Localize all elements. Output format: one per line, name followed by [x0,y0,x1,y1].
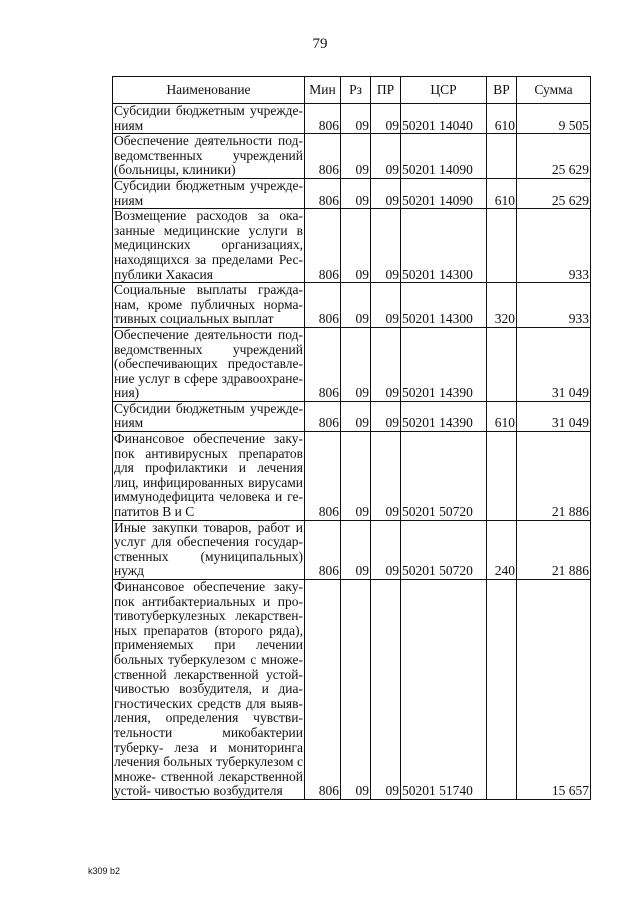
table-row [113,209,591,283]
row-csr: 50201 51740 [401,580,487,800]
row-name: Возмещение расходов за ока- занные медицинские услуги в медицинских организациях, находящихся за пределами Рес- публики Хакасия [114,208,303,282]
row-min: 806 [305,134,341,179]
header-vr: ВР [487,77,517,104]
row-rz: 09 [341,283,371,328]
row-name: Финансовое обеспечение заку- пок антибактериальных и про- тивотуберкулезных лекарствен- ных препаратов (второго ряда), применяемых при лечении больных туберкулезом с множе- ственной лекарственной устой- чивостью возбудителя, и диа- гностических средств для выяв- ления, определения чувстви- тельности микобактерии туберку- леза и мониторинга лечения больных туберкулезом с множе- ственной лекарственной устой- чивостью возбудителя [114,579,303,799]
row-vr: 610 [487,178,517,208]
row-csr: 50201 50720 [401,432,487,521]
budget-table [112,76,591,800]
row-name: Субсидии бюджетным учрежде- ниям [114,178,303,208]
row-min: 806 [305,520,341,579]
row-rz: 09 [341,178,371,208]
row-rz: 09 [341,580,371,800]
row-sum: 933 [517,283,591,328]
row-pr: 09 [371,580,401,800]
row-vr: 610 [487,401,517,431]
row-min: 806 [305,401,341,431]
row-name: Субсидии бюджетным учрежде- ниям [114,103,303,133]
table-row [113,283,591,328]
header-sum: Сумма [517,77,591,104]
row-pr: 09 [371,283,401,328]
row-sum: 9 505 [517,104,591,134]
row-sum: 31 049 [517,327,591,401]
page-number: 79 [312,36,328,52]
row-pr: 09 [371,401,401,431]
row-vr [487,327,517,401]
row-pr: 09 [371,134,401,179]
row-rz: 09 [341,520,371,579]
row-csr: 50201 50720 [401,520,487,579]
row-name: Социальные выплаты гражда- нам, кроме публичных норма- тивных социальных выплат [114,282,303,327]
row-csr: 50201 14300 [401,209,487,283]
header-csr: ЦСР [401,77,487,104]
row-name: Иные закупки товаров, работ и услуг для обеспечения государ- ственных (муниципальных) нужд [114,520,303,579]
header-min: Мин [305,77,341,104]
row-vr: 320 [487,283,517,328]
row-min: 806 [305,209,341,283]
header-name: Наименование [113,77,305,104]
table-row [113,104,591,134]
row-sum: 21 886 [517,432,591,521]
row-pr: 09 [371,520,401,579]
row-min: 806 [305,327,341,401]
row-sum: 25 629 [517,178,591,208]
row-min: 806 [305,580,341,800]
row-csr: 50201 14090 [401,134,487,179]
table-row [113,520,591,579]
row-vr: 610 [487,104,517,134]
table-row [113,401,591,431]
row-rz: 09 [341,104,371,134]
row-vr [487,432,517,521]
row-pr: 09 [371,432,401,521]
row-min: 806 [305,432,341,521]
row-vr: 240 [487,520,517,579]
row-name: Обеспечение деятельности под- ведомственных учреждений (обеспечивающих предоставле- ние услуг в сфере здравоохране- ния) [114,327,303,401]
table-row [113,134,591,179]
header-pr: ПР [371,77,401,104]
row-pr: 09 [371,178,401,208]
row-min: 806 [305,104,341,134]
table-row [113,178,591,208]
row-name: Субсидии бюджетным учрежде- ниям [114,401,303,431]
row-rz: 09 [341,327,371,401]
row-csr: 50201 14040 [401,104,487,134]
row-rz: 09 [341,134,371,179]
row-sum: 31 049 [517,401,591,431]
table-row [113,580,591,800]
row-rz: 09 [341,401,371,431]
row-vr [487,580,517,800]
row-rz: 09 [341,209,371,283]
row-sum: 933 [517,209,591,283]
row-pr: 09 [371,209,401,283]
row-vr [487,134,517,179]
row-min: 806 [305,283,341,328]
row-min: 806 [305,178,341,208]
footer-code: k309 b2 [88,866,121,876]
row-name: Обеспечение деятельности под- ведомственных учреждений (больницы, клиники) [114,133,303,178]
table-row [113,327,591,401]
row-sum: 15 657 [517,580,591,800]
row-name: Финансовое обеспечение заку- пок антивирусных препаратов для профилактики и лечения лиц, инфицированных вирусами иммунодефицита человека и ге- патитов В и С [114,431,303,520]
row-csr: 50201 14390 [401,327,487,401]
table-row [113,432,591,521]
row-rz: 09 [341,432,371,521]
row-pr: 09 [371,104,401,134]
row-csr: 50201 14390 [401,401,487,431]
row-csr: 50201 14300 [401,283,487,328]
row-vr [487,209,517,283]
row-sum: 21 886 [517,520,591,579]
row-pr: 09 [371,327,401,401]
table-header-row [113,77,591,104]
row-csr: 50201 14090 [401,178,487,208]
row-sum: 25 629 [517,134,591,179]
header-rz: Рз [341,77,371,104]
